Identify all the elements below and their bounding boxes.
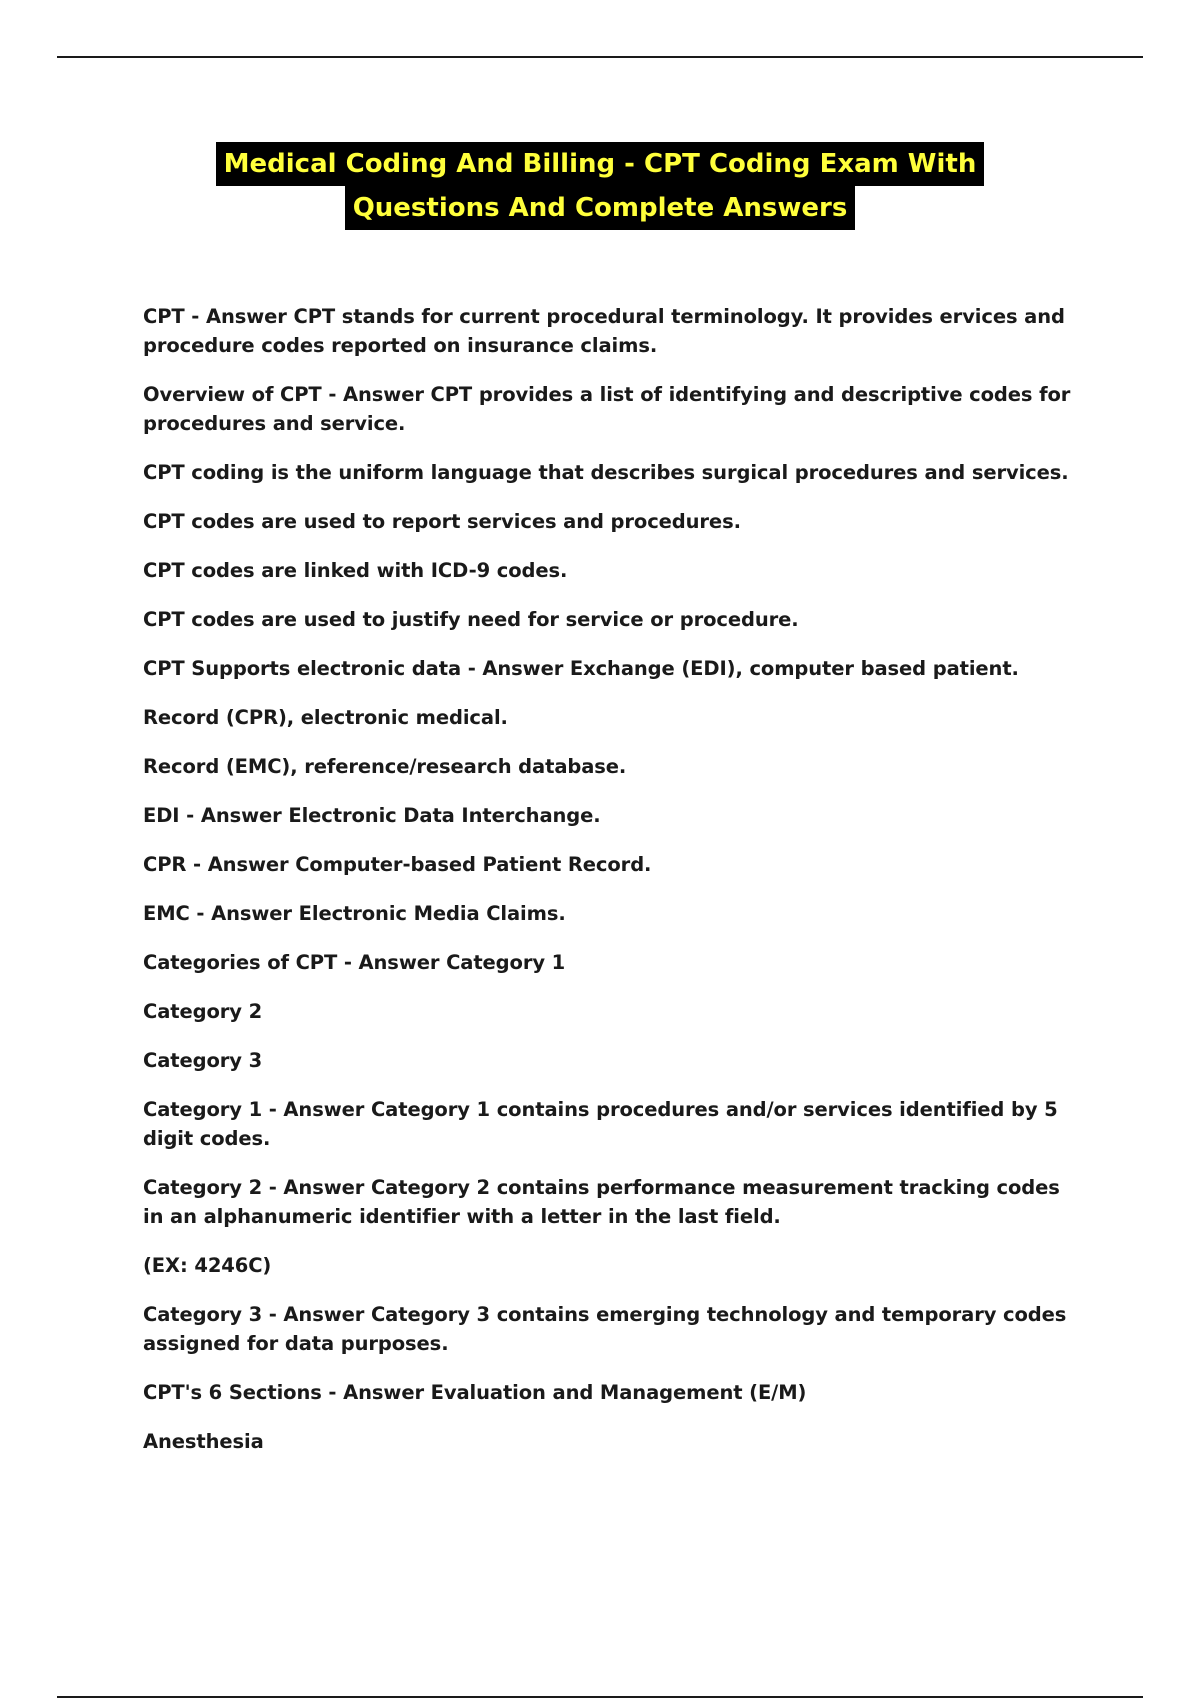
paragraph: Category 3 xyxy=(143,1049,263,1072)
paragraph: Overview of CPT - Answer CPT provides a list of identifying and descriptive codes for procedures and service. xyxy=(143,383,1071,435)
paragraph: Categories of CPT - Answer Category 1 xyxy=(143,951,566,974)
paragraph: CPT's 6 Sections - Answer Evaluation and Management (E/M) xyxy=(143,1381,807,1404)
bottom-divider xyxy=(57,1696,1143,1698)
paragraph: EMC - Answer Electronic Media Claims. xyxy=(143,902,566,925)
paragraph: CPT codes are used to report services and procedures. xyxy=(143,510,741,533)
paragraph: Category 1 - Answer Category 1 contains procedures and/or services identified by 5 digit codes. xyxy=(143,1098,1058,1150)
paragraph: CPR - Answer Computer-based Patient Record. xyxy=(143,853,652,876)
paragraph: Record (EMC), reference/research database. xyxy=(143,755,627,778)
paragraph: (EX: 4246C) xyxy=(143,1254,272,1277)
document-title xyxy=(0,142,1200,230)
paragraph: CPT coding is the uniform language that describes surgical procedures and services. xyxy=(143,461,1069,484)
paragraph: CPT Supports electronic data - Answer Exchange (EDI), computer based patient. xyxy=(143,657,1019,680)
title-line-1: Medical Coding And Billing - CPT Coding Exam With xyxy=(216,142,985,186)
document-body xyxy=(143,302,1083,1476)
title-line-2: Questions And Complete Answers xyxy=(345,186,856,230)
paragraph: CPT codes are linked with ICD-9 codes. xyxy=(143,559,568,582)
top-divider xyxy=(57,56,1143,58)
paragraph: Category 2 xyxy=(143,1000,263,1023)
paragraph: CPT codes are used to justify need for service or procedure. xyxy=(143,608,799,631)
paragraph: EDI - Answer Electronic Data Interchange. xyxy=(143,804,601,827)
paragraph: Category 3 - Answer Category 3 contains emerging technology and temporary codes assigned for data purposes. xyxy=(143,1303,1067,1355)
paragraph: Record (CPR), electronic medical. xyxy=(143,706,508,729)
paragraph: Category 2 - Answer Category 2 contains performance measurement tracking codes in an alphanumeric identifier with a letter in the last field. xyxy=(143,1176,1060,1228)
paragraph: CPT - Answer CPT stands for current procedural terminology. It provides ervices and procedure codes reported on insurance claims. xyxy=(143,305,1065,357)
paragraph: Anesthesia xyxy=(143,1430,264,1453)
